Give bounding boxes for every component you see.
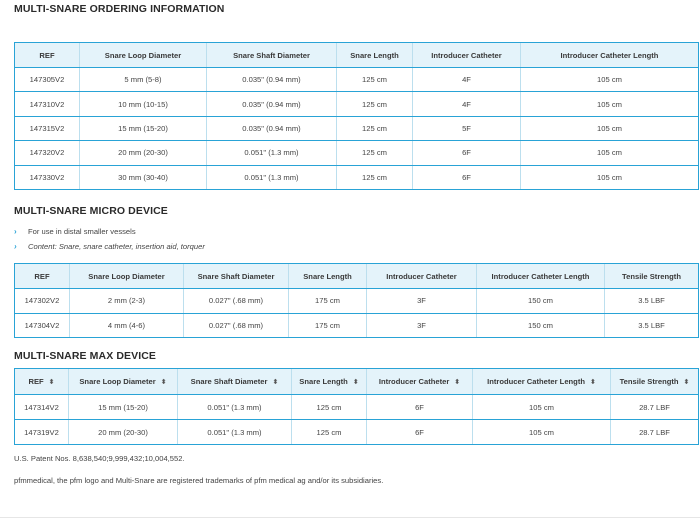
column-header: Snare Shaft Diameter bbox=[207, 43, 337, 68]
column-header: Introducer Catheter Length bbox=[521, 43, 699, 68]
table-cell: 105 cm bbox=[521, 165, 699, 189]
table-cell: 10 mm (10-15) bbox=[80, 92, 207, 116]
table-cell: 0.051" (1.3 mm) bbox=[178, 420, 292, 445]
table-cell: 4F bbox=[413, 92, 521, 116]
table-cell: 125 cm bbox=[292, 395, 367, 420]
table-cell: 147310V2 bbox=[15, 92, 80, 116]
ordering-table bbox=[14, 42, 699, 190]
section-title-micro: MULTI-SNARE MICRO DEVICE bbox=[14, 205, 168, 217]
table-cell: 5 mm (5-8) bbox=[80, 68, 207, 92]
table-cell: 28.7 LBF bbox=[611, 395, 699, 420]
table-cell: 147330V2 bbox=[15, 165, 80, 189]
column-header[interactable]: Introducer Catheter ⬍ bbox=[367, 369, 473, 395]
table-cell: 30 mm (30-40) bbox=[80, 165, 207, 189]
table-cell: 105 cm bbox=[521, 68, 699, 92]
column-header[interactable]: Introducer Catheter Length ⬍ bbox=[473, 369, 611, 395]
column-header: Introducer Catheter bbox=[367, 264, 477, 289]
column-header[interactable]: Tensile Strength ⬍ bbox=[611, 369, 699, 395]
table-cell: 147315V2 bbox=[15, 116, 80, 140]
table-row bbox=[15, 420, 699, 445]
table-row bbox=[15, 68, 699, 92]
table-cell: 147319V2 bbox=[15, 420, 69, 445]
table-cell: 20 mm (20-30) bbox=[69, 420, 178, 445]
sort-updown-icon[interactable]: ⬍ bbox=[272, 379, 279, 386]
ordering-header-row bbox=[15, 43, 699, 68]
chevron-right-icon: › bbox=[14, 242, 17, 251]
column-header: REF bbox=[15, 43, 80, 68]
sort-updown-icon[interactable]: ⬍ bbox=[454, 379, 461, 386]
sort-updown-icon[interactable]: ⬍ bbox=[590, 379, 596, 386]
table-cell: 6F bbox=[367, 395, 473, 420]
table-cell: 0.051" (1.3 mm) bbox=[207, 141, 337, 165]
table-cell: 105 cm bbox=[473, 420, 611, 445]
table-cell: 0.027" (.68 mm) bbox=[184, 289, 289, 314]
table-cell: 6F bbox=[413, 141, 521, 165]
table-cell: 105 cm bbox=[473, 395, 611, 420]
table-cell: 125 cm bbox=[292, 420, 367, 445]
patent-note: U.S. Patent Nos. 8,638,540;9,999,432;10,004,552. bbox=[14, 454, 185, 463]
max-table bbox=[14, 368, 699, 445]
micro-table bbox=[14, 263, 699, 338]
table-cell: 2 mm (2-3) bbox=[70, 289, 184, 314]
table-cell: 147305V2 bbox=[15, 68, 80, 92]
chevron-right-icon: › bbox=[14, 227, 17, 236]
column-header: Snare Length bbox=[337, 43, 413, 68]
micro-bullet: › Content: Snare, snare catheter, insertion aid, torquer bbox=[14, 239, 205, 254]
table-row bbox=[15, 395, 699, 420]
table-cell: 6F bbox=[367, 420, 473, 445]
column-header: Tensile Strength bbox=[605, 264, 699, 289]
column-header: Introducer Catheter Length bbox=[477, 264, 605, 289]
table-row bbox=[15, 289, 699, 314]
table-cell: 150 cm bbox=[477, 313, 605, 338]
column-header: Snare Length bbox=[289, 264, 367, 289]
table-cell: 125 cm bbox=[337, 92, 413, 116]
table-row bbox=[15, 116, 699, 140]
table-cell: 6F bbox=[413, 165, 521, 189]
table-cell: 4 mm (4-6) bbox=[70, 313, 184, 338]
table-cell: 3.5 LBF bbox=[605, 289, 699, 314]
table-cell: 5F bbox=[413, 116, 521, 140]
column-header: Snare Shaft Diameter bbox=[184, 264, 289, 289]
table-cell: 125 cm bbox=[337, 116, 413, 140]
column-header[interactable]: Snare Length ⬍ bbox=[292, 369, 367, 395]
table-cell: 105 cm bbox=[521, 116, 699, 140]
table-cell: 15 mm (15-20) bbox=[80, 116, 207, 140]
table-cell: 0.027" (.68 mm) bbox=[184, 313, 289, 338]
section-title-max: MULTI-SNARE MAX DEVICE bbox=[14, 350, 157, 362]
micro-bullet: › For use in distal smaller vessels bbox=[14, 224, 205, 239]
table-cell: 125 cm bbox=[337, 68, 413, 92]
table-cell: 28.7 LBF bbox=[611, 420, 699, 445]
column-header[interactable]: Snare Shaft Diameter ⬍ bbox=[178, 369, 292, 395]
table-cell: 147320V2 bbox=[15, 141, 80, 165]
table-row bbox=[15, 141, 699, 165]
table-cell: 4F bbox=[413, 68, 521, 92]
table-cell: 147302V2 bbox=[15, 289, 70, 314]
table-cell: 175 cm bbox=[289, 313, 367, 338]
table-cell: 125 cm bbox=[337, 141, 413, 165]
column-header: Snare Loop Diameter bbox=[80, 43, 207, 68]
table-row bbox=[15, 92, 699, 116]
table-cell: 3F bbox=[367, 289, 477, 314]
table-cell: 175 cm bbox=[289, 289, 367, 314]
trademark-note: pfmmedical, the pfm logo and Multi-Snare are registered trademarks of pfm medical ag and/or its subsidiaries. bbox=[14, 476, 384, 485]
table-cell: 20 mm (20-30) bbox=[80, 141, 207, 165]
table-cell: 3.5 LBF bbox=[605, 313, 699, 338]
sort-updown-icon[interactable]: ⬍ bbox=[48, 379, 55, 386]
table-row bbox=[15, 165, 699, 189]
column-header[interactable]: REF ⬍ bbox=[15, 369, 69, 395]
table-cell: 125 cm bbox=[337, 165, 413, 189]
table-row bbox=[15, 313, 699, 338]
micro-header-row bbox=[15, 264, 699, 289]
table-cell: 105 cm bbox=[521, 141, 699, 165]
column-header[interactable]: Snare Loop Diameter ⬍ bbox=[69, 369, 178, 395]
table-cell: 0.035" (0.94 mm) bbox=[207, 92, 337, 116]
column-header: REF bbox=[15, 264, 70, 289]
table-cell: 147314V2 bbox=[15, 395, 69, 420]
table-cell: 105 cm bbox=[521, 92, 699, 116]
table-cell: 0.051" (1.3 mm) bbox=[178, 395, 292, 420]
sort-updown-icon[interactable]: ⬍ bbox=[352, 379, 359, 386]
column-header: Snare Loop Diameter bbox=[70, 264, 184, 289]
table-cell: 147304V2 bbox=[15, 313, 70, 338]
table-cell: 150 cm bbox=[477, 289, 605, 314]
column-header: Introducer Catheter bbox=[413, 43, 521, 68]
table-cell: 3F bbox=[367, 313, 477, 338]
sort-updown-icon[interactable]: ⬍ bbox=[683, 379, 690, 386]
micro-bullet-list bbox=[14, 224, 205, 254]
table-cell: 0.035" (0.94 mm) bbox=[207, 116, 337, 140]
table-cell: 15 mm (15-20) bbox=[69, 395, 178, 420]
table-cell: 0.051" (1.3 mm) bbox=[207, 165, 337, 189]
section-title-ordering: MULTI-SNARE ORDERING INFORMATION bbox=[14, 3, 225, 15]
sort-updown-icon[interactable]: ⬍ bbox=[160, 379, 167, 386]
max-header-row bbox=[15, 369, 699, 395]
bottom-divider bbox=[0, 517, 700, 518]
table-cell: 0.035" (0.94 mm) bbox=[207, 68, 337, 92]
